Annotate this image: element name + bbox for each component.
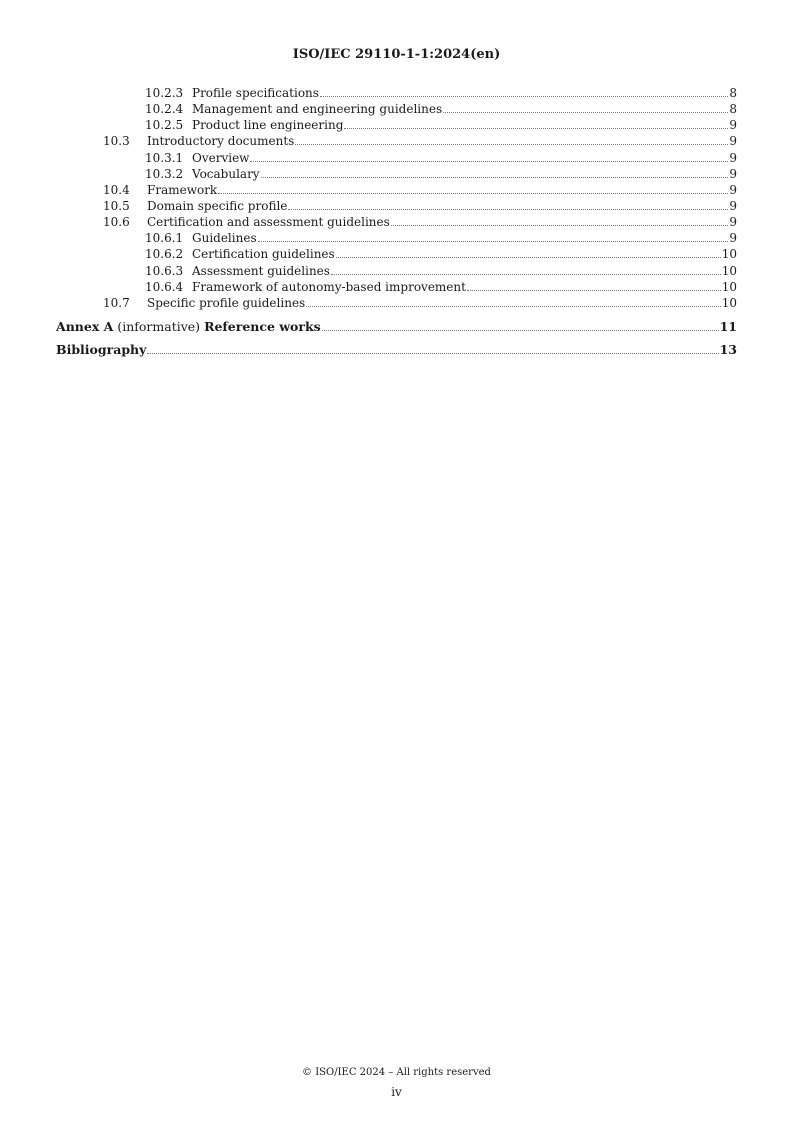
- toc-entry-title: Framework of autonomy-based improvement: [192, 279, 466, 294]
- toc-entry-title: Specific profile guidelines: [147, 295, 306, 310]
- toc-entry-title: Product line engineering: [192, 118, 344, 133]
- bibliography-page: 13: [719, 342, 737, 358]
- annex-title: Reference works: [204, 318, 321, 334]
- toc-entry-number: 10.7: [103, 295, 130, 310]
- dot-leader: [258, 241, 729, 242]
- toc-entry-page: 8: [729, 86, 737, 100]
- toc-entry[interactable]: [56, 295, 737, 311]
- toc-entry[interactable]: [56, 166, 737, 182]
- toc-entry-page: 9: [729, 134, 737, 149]
- annex-page: 11: [719, 318, 737, 334]
- toc-entry-number: 10.6: [103, 215, 130, 230]
- toc-entry-page: 9: [729, 166, 737, 181]
- toc-entry[interactable]: [56, 214, 737, 230]
- dot-leader: [261, 177, 729, 178]
- toc-entry[interactable]: [56, 117, 737, 133]
- toc-entry-title: Vocabulary: [192, 166, 260, 181]
- toc-entry[interactable]: [56, 85, 737, 101]
- toc-entry-page: 10: [721, 247, 737, 262]
- toc-entry[interactable]: [56, 150, 737, 166]
- toc-entry-title: Certification and assessment guidelines: [147, 215, 390, 230]
- dot-leader: [322, 330, 719, 331]
- dot-leader: [295, 144, 728, 145]
- toc-entry-page: 8: [729, 102, 737, 117]
- toc-entry-title: Framework: [147, 182, 218, 197]
- toc-entry[interactable]: [56, 182, 737, 198]
- toc-entry-page: 10: [721, 295, 737, 310]
- dot-leader: [320, 96, 728, 97]
- toc-entry-title: Assessment guidelines: [192, 263, 330, 278]
- toc-entry-page: 9: [729, 215, 737, 230]
- toc-entry-title: Profile specifications: [192, 86, 319, 100]
- annex-note: (informative): [117, 318, 201, 334]
- toc-entry-number: 10.6.4: [145, 279, 184, 294]
- toc-entry-number: 10.2.5: [145, 118, 184, 133]
- toc-entry[interactable]: [56, 230, 737, 246]
- toc-entry-number: 10.3.2: [145, 166, 184, 181]
- dot-leader: [306, 306, 721, 307]
- dot-leader: [250, 161, 728, 162]
- toc-bibliography[interactable]: [56, 342, 737, 358]
- toc-entry-title: Introductory documents: [147, 134, 295, 149]
- dot-leader: [147, 353, 718, 354]
- toc-entry-title: Domain specific profile: [147, 198, 288, 213]
- toc-entry-number: 10.2.4: [145, 102, 184, 117]
- dot-leader: [443, 112, 728, 113]
- dot-leader: [391, 225, 729, 226]
- toc-entry-page: 9: [729, 182, 737, 197]
- dot-leader: [288, 209, 728, 210]
- dot-leader: [467, 290, 721, 291]
- toc-entry-page: 10: [721, 263, 737, 278]
- toc-entry-title: Certification guidelines: [192, 247, 335, 262]
- toc-entry[interactable]: [56, 133, 737, 149]
- toc-entry-page: 9: [729, 150, 737, 165]
- toc-entry-number: 10.3.1: [145, 150, 184, 165]
- footer-page-number: iv: [391, 1085, 402, 1099]
- bibliography-title: Bibliography: [56, 342, 147, 358]
- toc-entry[interactable]: [56, 101, 737, 117]
- table-of-contents: [56, 85, 737, 358]
- toc-entry-number: 10.3: [103, 134, 130, 149]
- dot-leader: [331, 274, 721, 275]
- dot-leader: [336, 257, 721, 258]
- footer-copyright: © ISO/IEC 2024 – All rights reserved: [302, 1067, 491, 1078]
- toc-entry-number: 10.6.3: [145, 263, 184, 278]
- toc-entry-title: Guidelines: [192, 231, 257, 246]
- toc-annex-a[interactable]: [56, 319, 737, 335]
- annex-label: Annex A: [56, 318, 114, 334]
- toc-entry-title: Management and engineering guidelines: [192, 102, 443, 117]
- toc-entry-number: 10.6.2: [145, 247, 184, 262]
- toc-entry-page: 9: [729, 198, 737, 213]
- dot-leader: [344, 128, 728, 129]
- toc-entry-number: 10.4: [103, 182, 130, 197]
- toc-entry-number: 10.5: [103, 198, 130, 213]
- toc-entry-page: 9: [729, 231, 737, 246]
- toc-entry-page: 10: [721, 279, 737, 294]
- toc-entry[interactable]: [56, 279, 737, 295]
- toc-entry[interactable]: [56, 263, 737, 279]
- toc-entry-title: Overview: [192, 150, 250, 165]
- toc-entry[interactable]: [56, 246, 737, 262]
- toc-entry[interactable]: [56, 198, 737, 214]
- dot-leader: [218, 193, 728, 194]
- toc-entry-number: 10.6.1: [145, 231, 184, 246]
- toc-entry-page: 9: [729, 118, 737, 133]
- toc-entry-number: 10.2.3: [145, 86, 184, 100]
- document-header-title: ISO/IEC 29110-1-1:2024(en): [292, 47, 501, 62]
